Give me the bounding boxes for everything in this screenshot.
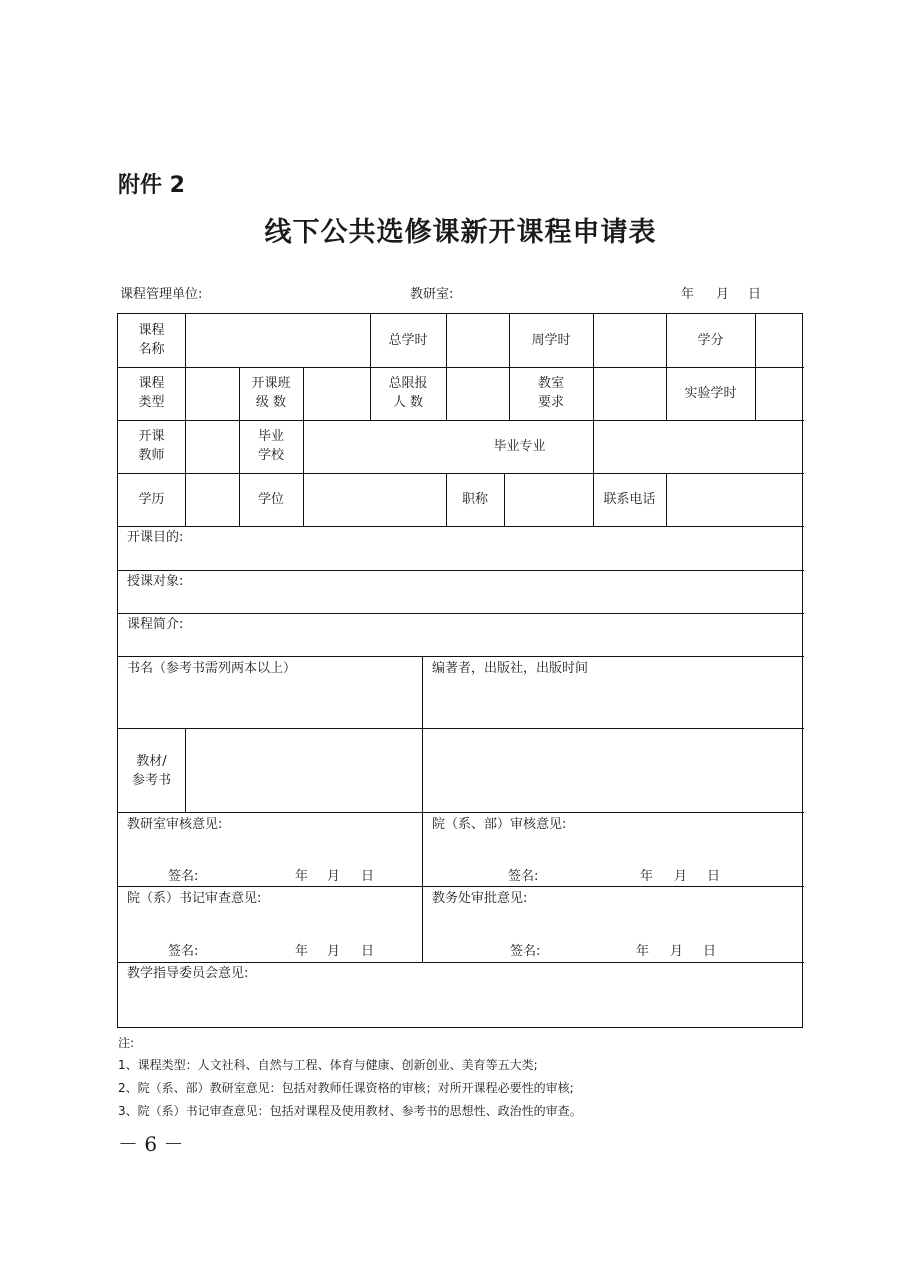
dept-review-label: 教研室审核意见: bbox=[127, 817, 223, 832]
education-label: 学历 bbox=[138, 492, 165, 507]
major-label: 毕业专业 bbox=[493, 439, 546, 454]
committee-label: 教学指导委员会意见: bbox=[127, 966, 249, 981]
header-day: 日 bbox=[748, 287, 762, 302]
credits-label: 学分 bbox=[697, 333, 724, 348]
attachment-label: 附件 2 bbox=[118, 173, 185, 198]
course-name-label: 课程 名称 bbox=[138, 323, 165, 357]
course-type-label: 课程 类型 bbox=[138, 376, 165, 410]
college-review-label: 院（系、部）审核意见: bbox=[432, 817, 567, 832]
purpose-label: 开课目的: bbox=[127, 530, 184, 545]
degree-label: 学位 bbox=[257, 492, 284, 507]
teacher-label: 开课 教师 bbox=[138, 429, 165, 463]
total-hours-label: 总学时 bbox=[388, 333, 428, 348]
school-label: 毕业 学校 bbox=[257, 429, 284, 463]
unit-label: 课程管理单位: bbox=[120, 287, 203, 302]
dept-month: 月 bbox=[327, 869, 341, 884]
dept-label: 教研室: bbox=[410, 287, 454, 302]
affairs-day: 日 bbox=[703, 944, 717, 959]
dept-year: 年 bbox=[295, 869, 309, 884]
classroom-label: 教室 要求 bbox=[537, 376, 564, 410]
college-year: 年 bbox=[640, 869, 654, 884]
enroll-limit-label: 总限报 人 数 bbox=[388, 376, 428, 410]
book-name-label: 书名（参考书需列两本以上） bbox=[127, 661, 297, 676]
secretary-year: 年 bbox=[295, 944, 309, 959]
dept-day: 日 bbox=[361, 869, 375, 884]
secretary-day: 日 bbox=[361, 944, 375, 959]
secretary-month: 月 bbox=[327, 944, 341, 959]
college-day: 日 bbox=[707, 869, 721, 884]
intro-label: 课程简介: bbox=[127, 617, 184, 632]
application-form bbox=[117, 313, 803, 1028]
academic-affairs-label: 教务处审批意见: bbox=[432, 891, 528, 906]
note-1: 1、课程类型：人文社科、自然与工程、体育与健康、创新创业、美育等五大类; bbox=[118, 1058, 538, 1072]
page-number: － 6 － bbox=[118, 1132, 184, 1156]
notes-heading: 注: bbox=[118, 1036, 135, 1050]
form-title: 线下公共选修课新开课程申请表 bbox=[264, 217, 657, 248]
college-sign-label: 签名: bbox=[508, 869, 539, 884]
affairs-month: 月 bbox=[670, 944, 684, 959]
textbook-label: 教材/ 参考书 bbox=[131, 754, 171, 788]
phone-label: 联系电话 bbox=[603, 492, 656, 507]
note-2: 2、院（系、部）教研室意见：包括对教师任课资格的审核；对所开课程必要性的审核; bbox=[118, 1081, 574, 1095]
dept-sign-label: 签名: bbox=[168, 869, 199, 884]
college-month: 月 bbox=[674, 869, 688, 884]
weekly-hours-label: 周学时 bbox=[531, 333, 571, 348]
affairs-sign-label: 签名: bbox=[510, 944, 541, 959]
class-count-label: 开课班 级 数 bbox=[251, 376, 291, 410]
affairs-year: 年 bbox=[636, 944, 650, 959]
header-year: 年 bbox=[681, 287, 695, 302]
secretary-sign-label: 签名: bbox=[168, 944, 199, 959]
book-info-label: 编著者，出版社，出版时间 bbox=[432, 661, 589, 676]
note-3: 3、院（系）书记审查意见：包括对课程及使用教材、参考书的思想性、政治性的审查。 bbox=[118, 1104, 582, 1118]
audience-label: 授课对象: bbox=[127, 574, 184, 589]
lab-hours-label: 实验学时 bbox=[684, 386, 737, 401]
title-label: 职称 bbox=[461, 492, 488, 507]
secretary-review-label: 院（系）书记审查意见: bbox=[127, 891, 262, 906]
header-month: 月 bbox=[716, 287, 730, 302]
